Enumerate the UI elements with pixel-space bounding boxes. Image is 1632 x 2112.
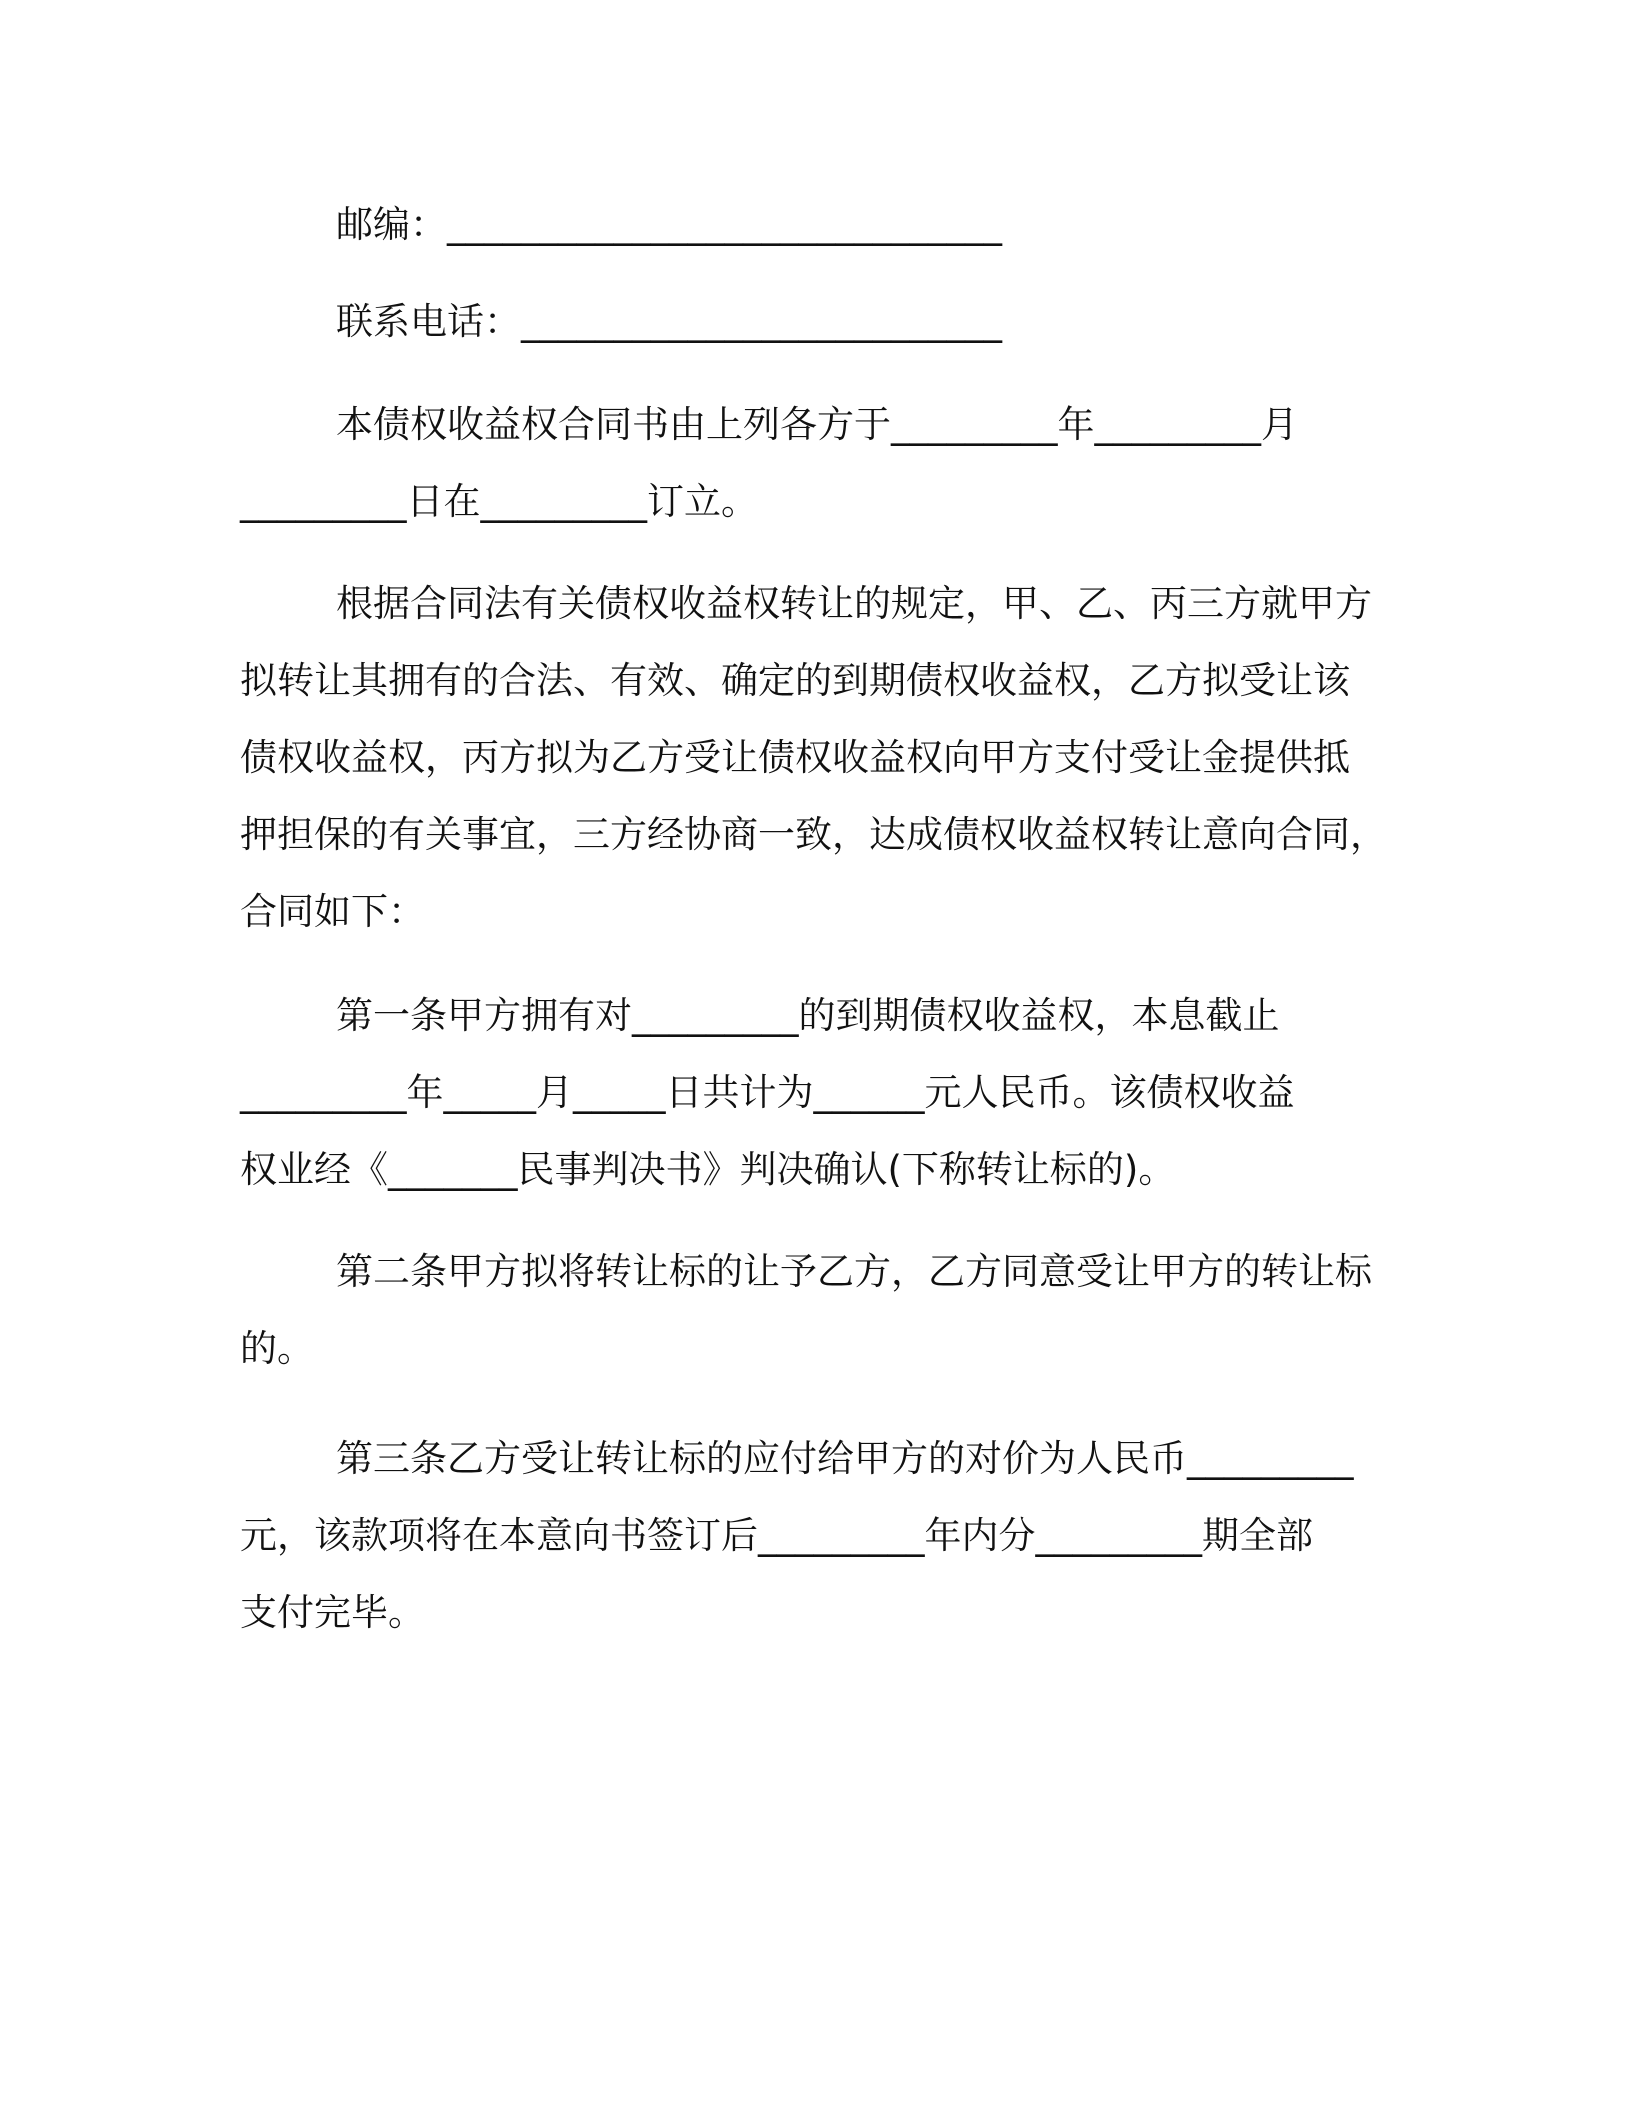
paragraph-line: 债权收益权，丙方拟为乙方受让债权收益权向甲方支付受让金提供抵: [240, 736, 1350, 779]
paragraph-line: 本债权收益权合同书由上列各方于_________年_________月: [336, 403, 1298, 446]
postcode-field: 邮编：______________________________: [336, 203, 1002, 246]
phone-field: 联系电话：__________________________: [336, 300, 1002, 343]
paragraph-line: 第一条甲方拥有对_________的到期债权收益权，本息截止: [336, 994, 1280, 1037]
paragraph-line: 元，该款项将在本意向书签订后_________年内分_________期全部: [240, 1514, 1313, 1557]
paragraph-line: 第二条甲方拟将转让标的让予乙方，乙方同意受让甲方的转让标: [336, 1250, 1372, 1293]
paragraph-line: _________年_____月_____日共计为______元人民币。该债权收益: [240, 1071, 1295, 1114]
paragraph-line: 权业经《_______民事判决书》判决确认(下称转让标的)。: [240, 1148, 1176, 1191]
paragraph-line: 根据合同法有关债权收益权转让的规定，甲、乙、丙三方就甲方: [336, 582, 1372, 625]
paragraph-line: _________日在_________订立。: [240, 480, 758, 523]
paragraph-line: 的。: [240, 1327, 314, 1370]
paragraph-line: 合同如下：: [240, 890, 425, 933]
paragraph-line: 支付完毕。: [240, 1591, 425, 1634]
paragraph-line: 拟转让其拥有的合法、有效、确定的到期债权收益权，乙方拟受让该: [240, 659, 1350, 702]
paragraph-line: 第三条乙方受让转让标的应付给甲方的对价为人民币_________: [336, 1437, 1354, 1480]
paragraph-line: 押担保的有关事宜，三方经协商一致，达成债权收益权转让意向合同，: [240, 813, 1387, 856]
